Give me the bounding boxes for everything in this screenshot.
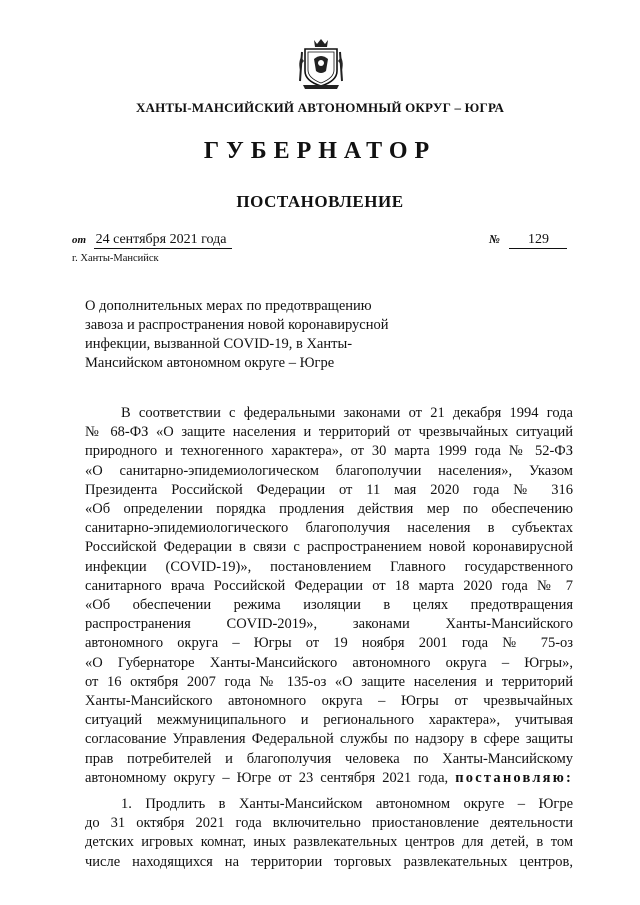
- preamble-line: природного и техногенного характера», от 30 марта 1999 года № 52-ФЗ: [85, 443, 573, 460]
- preamble-line: согласование Управления Федеральной службы по надзору в сфере защиты: [85, 731, 573, 748]
- number-prefix: №: [489, 232, 500, 246]
- coat-of-arms-icon: [293, 35, 349, 91]
- subject-line: Мансийском автономном округе – Югре: [85, 355, 335, 371]
- preamble-line: от 16 октября 2007 года № 135-оз «О защите населения и территорий: [85, 673, 573, 690]
- preamble-line: «О санитарно-эпидемиологическом благополучии населения», Указом: [85, 462, 573, 479]
- preamble-line: «Об определении порядка продления действия мер по обеспечению: [85, 501, 573, 518]
- decree-number: 129: [509, 232, 567, 249]
- point-line: числе находящихся на территории торговых развлекательных центров,: [85, 853, 573, 870]
- number-line: [489, 232, 567, 249]
- preamble-line: ситуаций межмуниципального и регионального характера», учитывая: [85, 712, 573, 729]
- preamble-paragraph: [85, 404, 573, 788]
- decree-date: 24 сентября 2021 года: [94, 232, 233, 249]
- preamble-line: Ханты-Мансийского автономного округа – Югры от чрезвычайных: [85, 693, 573, 710]
- point-line: детских игровых комнат, иных развлекательных центров для детей, в том: [85, 834, 573, 851]
- date-line: [72, 232, 232, 249]
- preamble-line: санитарно-эпидемиологического благополучия населения в субъектах: [85, 520, 573, 537]
- subject-line: О дополнительных мерах по предотвращению: [85, 298, 372, 314]
- point-line: 1. Продлить в Ханты-Мансийском автономном округе – Югре: [121, 796, 573, 812]
- preamble-line: Президента Российской Федерации от 11 мая 2020 года № 316: [85, 481, 573, 498]
- preamble-line: В соответствии с федеральными законами от 21 декабря 1994 года: [121, 405, 573, 421]
- document-type: ПОСТАНОВЛЕНИЕ: [236, 192, 404, 211]
- preamble-line: автономному округу – Югре от 23 сентября 2021 года,: [85, 769, 449, 786]
- city-name: г. Ханты-Мансийск: [72, 253, 159, 264]
- preamble-line: инфекции (COVID-19)», постановлением Главного государственного: [85, 558, 573, 575]
- preamble-line: автономного округа – Югры от 19 ноября 2001 года № 75-оз: [85, 635, 573, 652]
- subject-line: завоза и распространения новой коронавирусной: [85, 317, 389, 333]
- point-1-paragraph: [85, 795, 573, 872]
- preamble-line: Российской Федерации в связи с распространением новой коронавирусной: [85, 539, 573, 556]
- governor-title: ГУБЕРНАТОР: [203, 138, 437, 164]
- decree-subject: [85, 297, 415, 373]
- preamble-line: санитарного врача Российской Федерации от 18 марта 2020 года № 7: [85, 577, 573, 594]
- preamble-line: «Об обеспечении режима изоляции в целях предотвращения: [85, 597, 573, 614]
- preamble-line: № 68-ФЗ «О защите населения и территорий от чрезвычайных ситуаций: [85, 424, 573, 441]
- region-name: ХАНТЫ-МАНСИЙСКИЙ АВТОНОМНЫЙ ОКРУГ – ЮГРА: [135, 100, 505, 115]
- subject-line: инфекции, вызванной COVID-19, в Ханты-: [85, 336, 353, 352]
- preamble-line: «О Губернаторе Ханты-Мансийского автономного округа – Югры»,: [85, 654, 573, 671]
- preamble-final-line: [85, 769, 573, 788]
- preamble-line: прав потребителей и благополучия человека по Ханты-Мансийскому: [85, 750, 573, 767]
- point-line: до 31 октября 2021 года включительно приостановление деятельности: [85, 815, 573, 832]
- decree-word: постановляю:: [455, 769, 574, 786]
- date-prefix: от: [72, 234, 87, 246]
- preamble-line: распространения COVID-2019», законами Ханты-Мансийского: [85, 616, 573, 633]
